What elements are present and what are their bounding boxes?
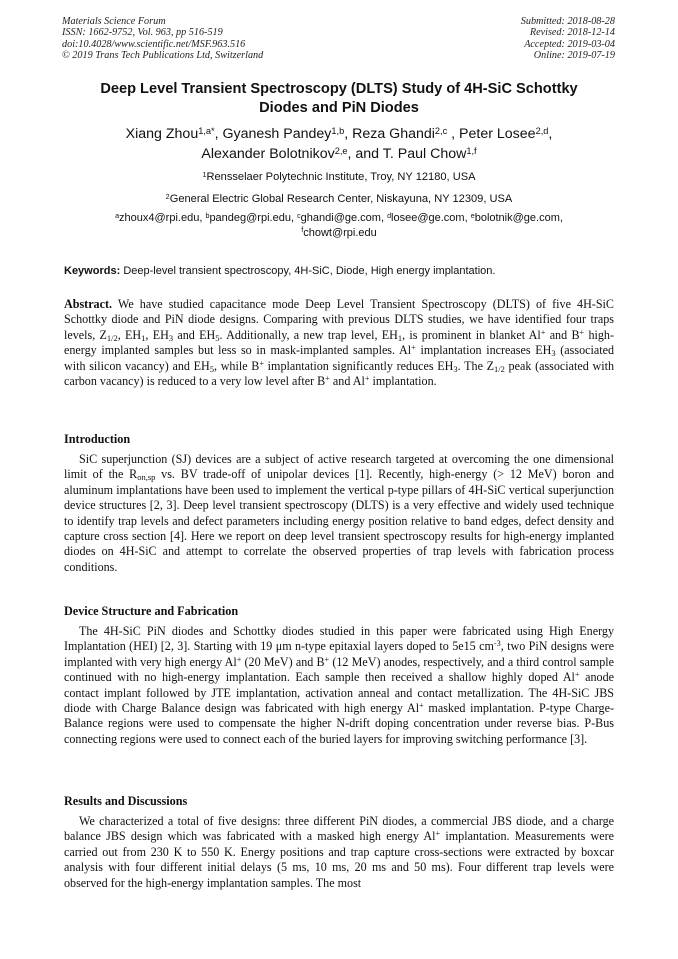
issn-line: ISSN: 1662-9752, Vol. 963, pp 516-519 <box>62 27 223 39</box>
email-list: $^a$zhoux4@rpi.edu, $^b$pandeg@rpi.edu, $^c$ghandi@ge.com, $^d$losee@ge.com, $^e$bolotnik@ge.com, $^f$chowt@rpi.edu <box>115 211 563 239</box>
accepted-date: Accepted: 2019-03-04 <box>524 38 615 50</box>
email-link[interactable]: pandeg@rpi.edu <box>209 212 291 224</box>
affiliation-mark: 2 <box>165 191 170 201</box>
dates-header <box>521 16 615 62</box>
author-name: Gyanesh Pandey <box>222 126 332 142</box>
keywords-text: Deep-level transient spectroscopy, 4H-SiC, Diode, High energy implantation. <box>123 265 496 277</box>
author-name: T. Paul Chow <box>382 146 467 162</box>
email-link[interactable]: chowt@rpi.edu <box>303 226 377 239</box>
title-line-2: Diodes and PiN Diodes <box>259 100 419 116</box>
title-line-1: Deep Level Transient Spectroscopy (DLTS) Study of 4H-SiC Schottky <box>100 81 578 97</box>
device-paragraph: The 4H-SiC PiN diodes and Schottky diodes studied in this paper were fabricated using High Energy Implantation (HEI) [2, 3]. Starting with 19 μm n-type epitaxial layers doped to 5e15 $cm^{-3}$, two PiN designs were implanted with very high energy Al+ (20 MeV) and B+ (12 MeV) anodes, respectively, and a third control sample continued with no high-energy implantation. Each sample then received a shallow highly doped Al+ anode contact implant followed by JTE implantation, activation anneal and contact metallization. The 4H-SiC JBS diode with Charge Balance design was fabricated with high energy Al+ masked implantation. P-type Charge-Balance regions were used to compensate the higher N-drift doping concentration under reverse bias. P-Bus connecting regions were used to connect each of the buried layers for improving switching performance [3]. <box>64 624 615 746</box>
section-heading-introduction: Introduction <box>64 432 131 446</box>
author-affiliation-mark: 2,d <box>535 125 549 136</box>
author-name: Peter Losee <box>459 126 536 142</box>
affiliation-text: General Electric Global Research Center, Niskayuna, NY 12309, USA <box>169 193 513 205</box>
affiliation-mark: 1 <box>202 169 207 179</box>
doi-line: doi:10.4028/www.scientific.net/MSF.963.516 <box>62 38 246 50</box>
email-link[interactable]: zhoux4@rpi.edu <box>119 212 200 224</box>
paper-title <box>40 80 638 118</box>
copyright-line: © 2019 Trans Tech Publications Ltd, Switzerland <box>62 50 264 62</box>
keywords-label: Keywords: <box>64 265 121 277</box>
abstract: Abstract. We have studied capacitance mode Deep Level Transient Spectroscopy (DLTS) of five 4H-SiC Schottky diode and PiN diode designs. Comparing with previous DLTS studies, we have identified four traps levels, $Z_{1/2}$, $EH_1$, $EH_3$ and $EH_5$. Additionally, a new trap level, $EH_1$, is prominent in blanket Al+ and B+ high-energy implanted samples but less so in mask-implanted samples. Al+ implantation increases $EH_3$ (associated with silicon vacancy) and $EH_5$, while B+ implantation significantly reduces $EH_3$. The $Z_{1/2}$ peak (associated with carbon vacancy) is reduced to a very low level after B+ and Al+ implantation. <box>64 297 615 389</box>
author-affiliation-mark: 1,a* <box>198 125 215 136</box>
email-link[interactable]: losee@ge.com <box>391 212 465 224</box>
submitted-date: Submitted: 2018-08-28 <box>520 16 615 27</box>
revised-date: Revised: 2018-12-14 <box>529 27 615 39</box>
author-name: Xiang Zhou <box>125 126 199 142</box>
affiliation-1 <box>40 170 638 184</box>
results-paragraph: We characterized a total of five designs: three different PiN diodes, a commercial JBS diode, and a charge balance JBS design which was fabricated with a masked high energy Al+ implantation. Measurements were carried out from 230 K to 550 K. Energy positions and trap capture cross-sections were extracted by boxcar analysis with four different initial delays (5 ms, 10 ms, 20 ms and 50 ms). Four different trap levels were observed for the high-energy implantation samples. The most <box>64 814 615 890</box>
section-heading-device: Device Structure and Fabrication <box>64 604 239 618</box>
author-affiliation-mark: 2,e <box>334 145 348 156</box>
author-list: Xiang Zhou$^{1,a*}$, Gyanesh Pandey$^{1,b}$, Reza Ghandi$^{2,c}$ , Peter Losee$^{2,d}$, Alexander Bolotnikov$^{2,e}$, and T. Paul Chow$^{1,f}$ <box>125 125 553 162</box>
abstract-label: Abstract. <box>64 297 113 311</box>
author-affiliation-mark: 2,c <box>434 125 448 136</box>
journal-header <box>62 16 263 62</box>
author-affiliation-mark: 1,b <box>331 125 345 136</box>
email-link[interactable]: ghandi@ge.com <box>300 212 381 224</box>
keywords <box>64 264 616 278</box>
section-heading-results: Results and Discussions <box>64 794 188 808</box>
online-date: Online: 2019-07-19 <box>533 50 615 62</box>
author-name: Reza Ghandi <box>352 126 435 142</box>
author-name: Alexander Bolotnikov <box>201 146 335 162</box>
author-affiliation-mark: 1,f <box>466 145 477 156</box>
affiliation-text: Rensselaer Polytechnic Institute, Troy, NY 12180, USA <box>206 171 476 183</box>
email-link[interactable]: bolotnik@ge.com <box>474 212 560 224</box>
introduction-paragraph: SiC superjunction (SJ) devices are a subject of active research targeted at overcoming the one dimensional limit of the $R_{on,sp}$ vs. BV trade-off of unipolar devices [1]. Recently, high-energy (> 12 MeV) boron and aluminum implantations have been used to implement the vertical p-type pillars of 4H-SiC vertical superjunction device structures [2, 3]. Deep level transient spectroscopy (DLTS) is a very effective and widely used technique to identify trap levels and defect parameters including energy position relative to band edges, defect density and capture cross section [4]. Here we report on deep level transient spectroscopy results for high-energy implanted diodes on 4H-SiC and attempt to correlate the observed properties of trap levels with fabrication process conditions. <box>64 452 614 574</box>
journal-name: Materials Science Forum <box>62 16 166 27</box>
affiliation-2 <box>40 192 638 206</box>
